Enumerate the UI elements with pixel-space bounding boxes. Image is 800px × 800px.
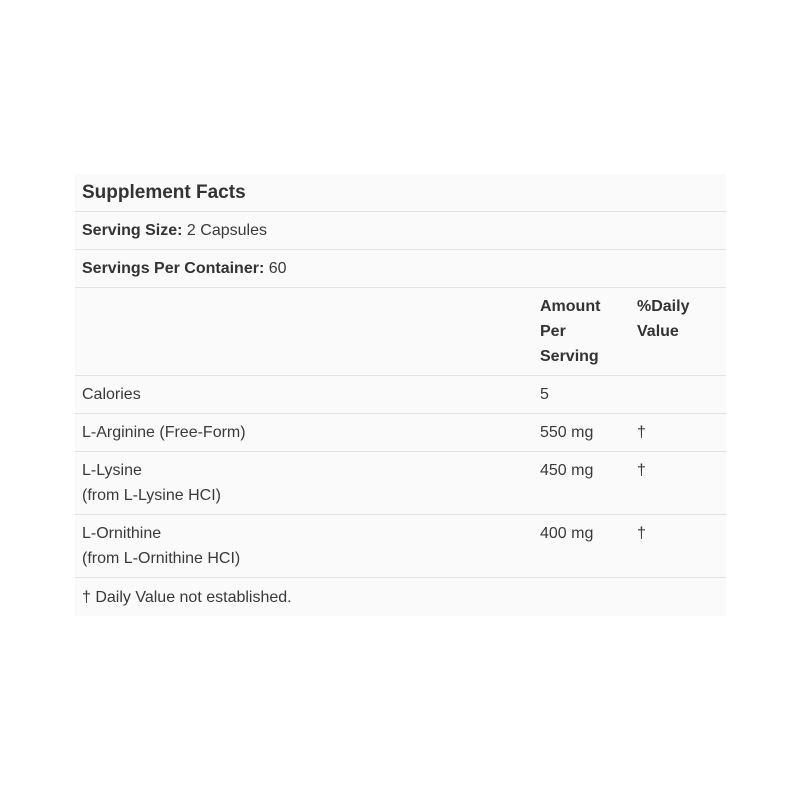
nutrient-daily-value: † [637, 462, 646, 479]
nutrient-amount: 550 mg [540, 424, 594, 441]
serving-size-value: 2 Capsules [182, 222, 267, 239]
nutrient-amount: 450 mg [540, 462, 594, 479]
servings-per-container-value: 60 [264, 260, 287, 277]
nutrient-row-arginine [75, 414, 726, 452]
header-amount-line1: Amount [540, 298, 601, 315]
nutrient-row-calories [75, 376, 726, 414]
servings-per-container [75, 256, 726, 281]
header-daily-value [630, 294, 726, 375]
nutrient-name: L-Arginine (Free-Form) [82, 424, 246, 441]
header-blank [75, 294, 533, 375]
nutrient-row-ornithine [75, 515, 726, 578]
servings-per-container-row [75, 250, 726, 288]
header-amount-line3: Serving [540, 348, 599, 365]
nutrient-name-block [75, 521, 533, 571]
servings-per-container-label: Servings Per Container: [82, 260, 265, 277]
serving-size [75, 218, 726, 243]
nutrient-source: (from L-Lysine HCI) [82, 487, 221, 504]
supplement-facts-table [75, 174, 726, 616]
nutrient-name: Calories [82, 386, 141, 403]
nutrient-name: L-Lysine [82, 462, 142, 479]
nutrient-row-lysine [75, 452, 726, 515]
nutrient-name: L-Ornithine [82, 525, 162, 542]
nutrient-amount: 5 [540, 386, 549, 403]
header-dv-line2: Value [637, 323, 679, 340]
serving-size-label: Serving Size: [82, 222, 183, 239]
header-amount-line2: Per [540, 323, 566, 340]
nutrient-amount: 400 mg [540, 525, 594, 542]
supplement-facts-title: Supplement Facts [82, 182, 246, 203]
column-header-row [75, 288, 726, 376]
nutrient-name-block [75, 458, 533, 508]
title-row [75, 174, 726, 212]
nutrient-daily-value: † [637, 424, 646, 441]
header-amount-per-serving [533, 294, 630, 375]
footnote-row [75, 578, 726, 616]
nutrient-daily-value: † [637, 525, 646, 542]
footnote: † Daily Value not established. [82, 588, 292, 606]
header-dv-line1: %Daily [637, 298, 690, 315]
serving-size-row [75, 212, 726, 250]
nutrient-source: (from L-Ornithine HCI) [82, 550, 241, 567]
